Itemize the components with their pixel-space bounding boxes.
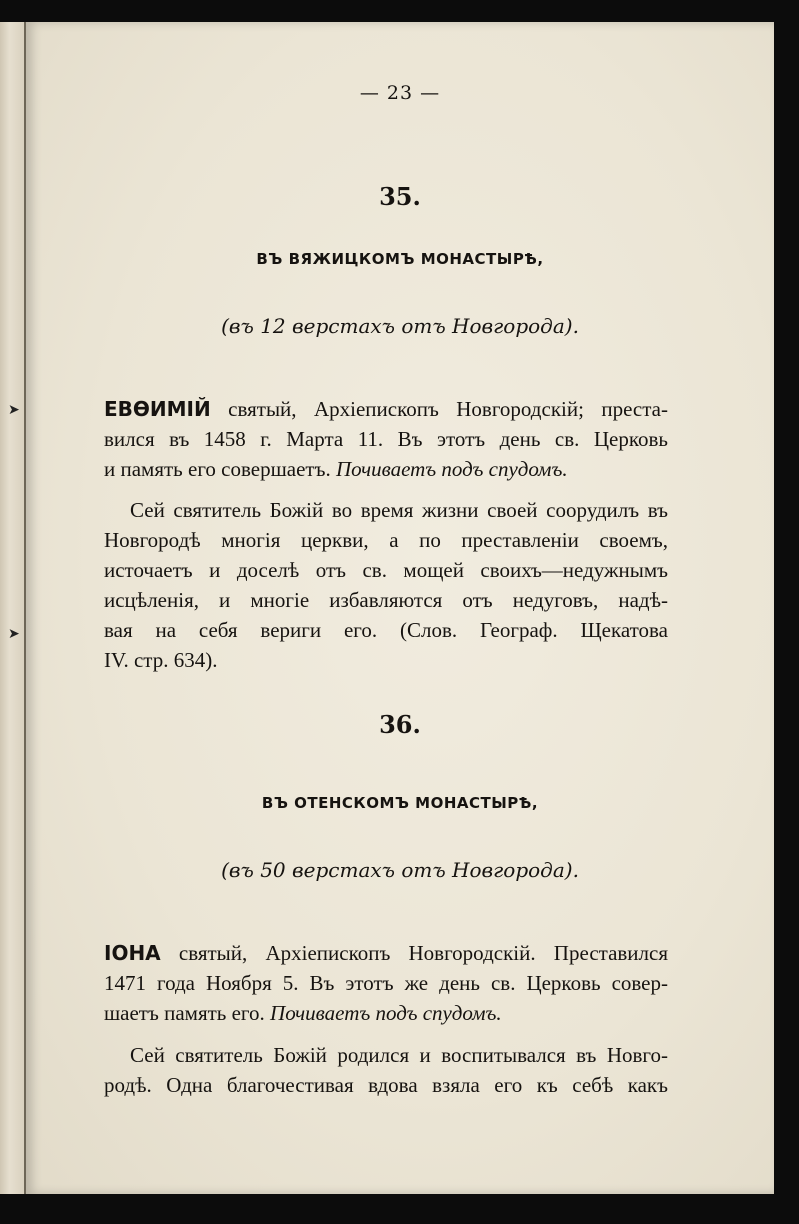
body-line: IV. стр. 634). bbox=[104, 648, 218, 672]
body-line: источаетъ и доселѣ отъ св. мощей своихъ—недужнымъ bbox=[104, 558, 668, 582]
entry-paragraph-36 bbox=[104, 938, 668, 1028]
entry-text-italic: Почиваетъ подъ спудомъ. bbox=[270, 1001, 502, 1025]
section-location-35: ВЪ ВЯЖИЦКОМЪ МОНАСТЫРѢ, bbox=[256, 250, 544, 268]
scan-border bbox=[774, 22, 799, 1194]
body-line: исцѣленія, и многіе избавляются отъ недуговъ, надѣ- bbox=[104, 588, 668, 612]
entry-line bbox=[104, 938, 668, 968]
entry-line: 1471 года Ноября 5. Въ этотъ же день св. Церковь совер- bbox=[104, 971, 668, 995]
entry-text: святый, Архіепископъ Новгородскій. Преставился bbox=[178, 941, 669, 965]
body-paragraph-36 bbox=[104, 1040, 668, 1100]
entry-text: святый, Архіепископъ Новгородскій; преста- bbox=[228, 397, 668, 421]
page-number: — 23 — bbox=[359, 82, 441, 104]
margin-arrow-icon: ➤ bbox=[8, 626, 20, 642]
section-number-36: 36. bbox=[379, 710, 421, 739]
entry-text: и память его совершаетъ. bbox=[104, 457, 331, 481]
entry-text-italic: Почиваетъ подъ спудомъ. bbox=[335, 457, 568, 481]
entry-line: вился въ 1458 г. Марта 11. Въ этотъ день св. Церковь bbox=[104, 427, 668, 451]
section-distance-36: (въ 50 верстахъ отъ Новгорода). bbox=[221, 858, 579, 882]
entry-paragraph-35 bbox=[104, 394, 668, 484]
section-distance-35: (въ 12 верстахъ отъ Новгорода). bbox=[221, 314, 579, 338]
body-line: вая на себя вериги его. (Слов. Географ. Щекатова bbox=[104, 618, 668, 642]
body-line: Сей святитель Божій родился и воспитывался въ Новго- bbox=[130, 1043, 668, 1067]
saint-name: ЕВѲИМІЙ bbox=[104, 397, 211, 421]
entry-line bbox=[104, 454, 668, 484]
facing-page-edge bbox=[0, 22, 26, 1194]
entry-line bbox=[104, 998, 668, 1028]
saint-name: ІОНА bbox=[104, 941, 161, 965]
body-line: Новгородѣ многія церкви, а по преставленіи своемъ, bbox=[104, 528, 668, 552]
body-line: Сей святитель Божій во время жизни своей соорудилъ въ bbox=[130, 498, 668, 522]
section-location-36: ВЪ ОТЕНСКОМЪ МОНАСТЫРѢ, bbox=[261, 794, 539, 812]
margin-arrow-icon: ➤ bbox=[8, 402, 20, 418]
body-paragraph-35 bbox=[104, 495, 668, 675]
body-line: родѣ. Одна благочестивая вдова взяла его къ себѣ какъ bbox=[104, 1073, 668, 1097]
entry-line bbox=[104, 394, 668, 424]
book-page bbox=[8, 22, 774, 1194]
entry-text: шаетъ память его. bbox=[104, 1001, 265, 1025]
section-number-35: 35. bbox=[379, 182, 421, 211]
